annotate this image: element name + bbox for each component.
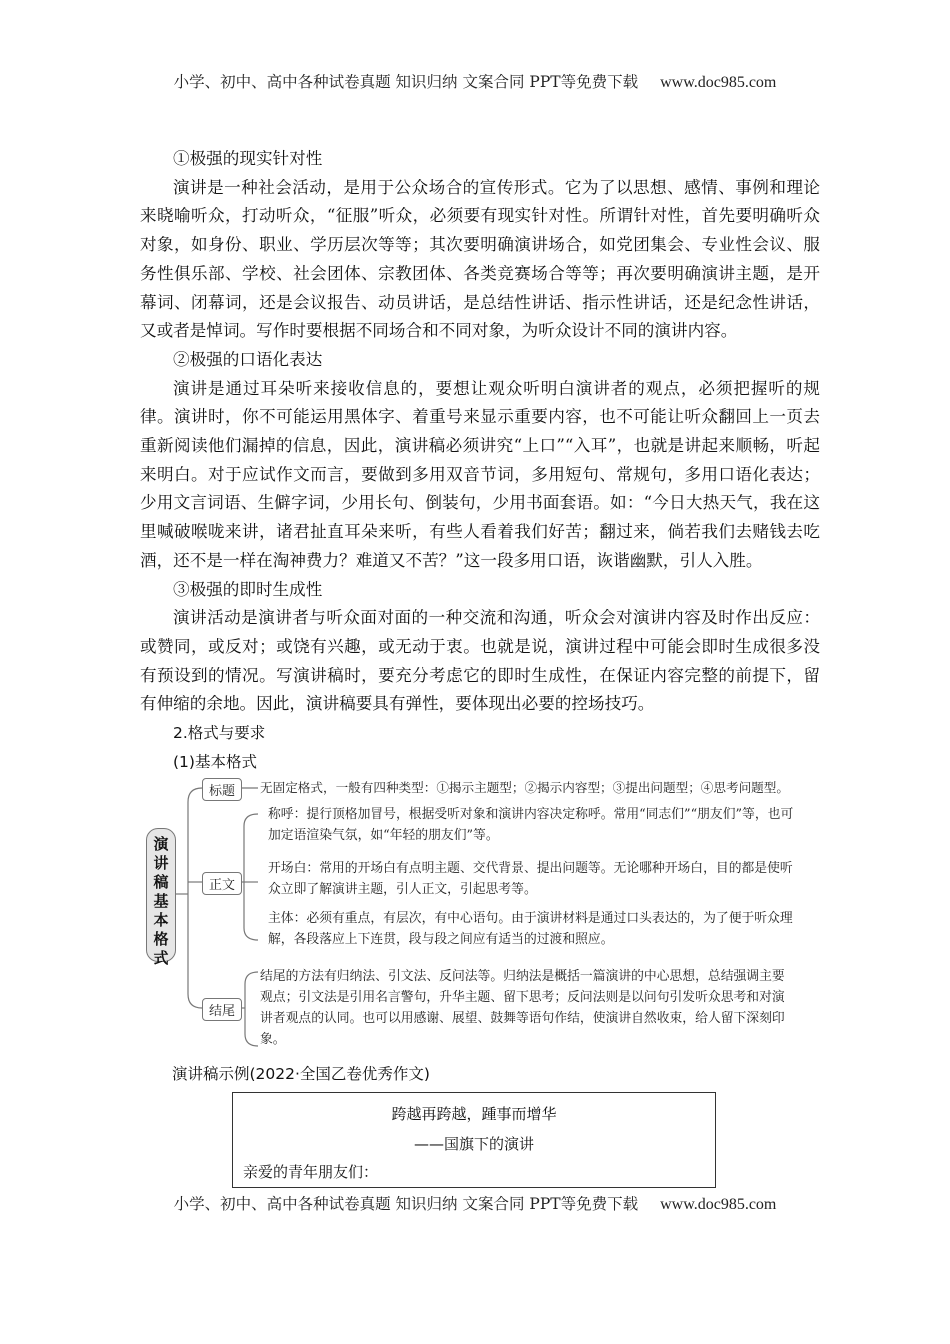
main-text	[140, 145, 820, 776]
footer-text: 小学、初中、高中各种试卷真题 知识归纳 文案合同 PPT等免费下载	[173, 1195, 639, 1213]
root-char: 讲	[153, 854, 169, 872]
node-end-label: 结尾	[202, 998, 242, 1021]
page-footer	[0, 1192, 950, 1214]
header-url[interactable]: www.doc985.com	[660, 74, 777, 91]
section-title-3: ③极强的即时生成性	[173, 579, 323, 599]
header-text: 小学、初中、高中各种试卷真题 知识归纳 文案合同 PPT等免费下载	[173, 73, 639, 91]
footer-url[interactable]: www.doc985.com	[660, 1196, 777, 1213]
node-body-greeting: 称呼：提行顶格加冒号，根据受听对象和演讲内容决定称呼。常用“同志们”“朋友们”等，也可加定语渲染气氛，如“年轻的朋友们”等。	[268, 807, 794, 843]
example-box	[232, 1092, 716, 1188]
root-char: 演	[153, 835, 169, 853]
heading-basic-format: (1)基本格式	[173, 752, 257, 771]
format-mindmap	[140, 772, 820, 1062]
example-caption: 演讲稿示例(2022·全国乙卷优秀作文)	[172, 1065, 430, 1083]
node-title-text: 无固定格式，一般有四种类型：①揭示主题型；②揭示内容型；③提出问题型；④思考问题型。	[260, 780, 789, 795]
root-char: 式	[153, 949, 169, 967]
node-body-opening: 开场白：常用的开场白有点明主题、交代背景、提出问题等。无论哪种开场白，目的都是使听众立即了解演讲主题，引人正文，引起思考等。	[268, 861, 793, 897]
heading-format: 2.格式与要求	[173, 724, 266, 743]
root-char: 稿	[153, 873, 169, 891]
section-title-2: ②极强的口语化表达	[173, 349, 323, 369]
page-header	[0, 70, 950, 92]
node-body-main: 主体：必须有重点，有层次，有中心语句。由于演讲材料是通过口头表达的，为了便于听众理解，各段落应上下连贯，段与段之间应有适当的过渡和照应。	[268, 911, 793, 947]
node-title-label: 标题	[202, 778, 242, 801]
node-end-text: 结尾的方法有归纳法、引文法、反问法等。归纳法是概括一篇演讲的中心思想，总结强调主要观点；引文法是引用名言警句，升华主题、留下思考；反问法则是以问句引发听众思考和对演讲者观点的认同。也可以用感谢、展望、鼓舞等语句作结，使演讲自然收束，给人留下深刻印象。	[260, 969, 785, 1047]
section-body-3: 演讲活动是演讲者与听众面对面的一种交流和沟通，听众会对演讲内容及时作出反应：或赞同，或反对；或饶有兴趣，或无动于衷。也就是说，演讲过程中可能会即时生成很多没有预设到的情况。写演讲稿时，要充分考虑它的即时生成性，在保证内容完整的前提下，留有伸缩的余地。因此，演讲稿要具有弹性，要体现出必要的控场技巧。	[140, 608, 820, 714]
section-body-1: 演讲是一种社会活动，是用于公众场合的宣传形式。它为了以思想、感情、事例和理论来晓喻听众，打动听众，“征服”听众，必须要有现实针对性。所谓针对性，首先要明确听众对象，如身份、职业、学历层次等等；其次要明确演讲场合，如党团集会、专业性会议、服务性俱乐部、学校、社会团体、宗教团体、各类竞赛场合等等；再次要明确演讲主题，是开幕词、闭幕词，还是会议报告、动员讲话，是总结性讲话、指示性讲话，还是纪念性讲话，又或者是悼词。写作时要根据不同场合和不同对象，为听众设计不同的演讲内容。	[140, 177, 820, 341]
root-char: 基	[153, 892, 169, 910]
root-char: 格	[153, 930, 169, 948]
root-char: 本	[153, 911, 169, 929]
example-greeting: 亲爱的青年朋友们：	[243, 1163, 379, 1181]
example-subtitle: ——国旗下的演讲	[413, 1135, 534, 1153]
section-body-2: 演讲是通过耳朵听来接收信息的，要想让观众听明白演讲者的观点，必须把握听的规律。演讲时，你不可能运用黑体字、着重号来显示重要内容，也不可能让听众翻回上一页去重新阅读他们漏掉的信息，因此，演讲稿必须讲究“上口”“入耳”，也就是讲起来顺畅，听起来明白。对于应试作文而言，要做到多用双音节词，多用短句、常规句，多用口语化表达；少用文言词语、生僻字词，少用长句、倒装句，少用书面套语。如：“今日大热天气，我在这里喊破喉咙来讲，诸君扯直耳朵来听，有些人看着我们好苦；翻过来，倘若我们去赌钱去吃酒，还不是一样在淘神费力？难道又不苦？”这一段多用口语，诙谐幽默，引人入胜。	[140, 378, 820, 570]
section-title-1: ①极强的现实针对性	[173, 149, 323, 168]
mindmap-root	[146, 828, 176, 967]
example-title: 跨越再跨越，踵事而增华	[391, 1105, 557, 1123]
node-body-label: 正文	[202, 872, 242, 895]
